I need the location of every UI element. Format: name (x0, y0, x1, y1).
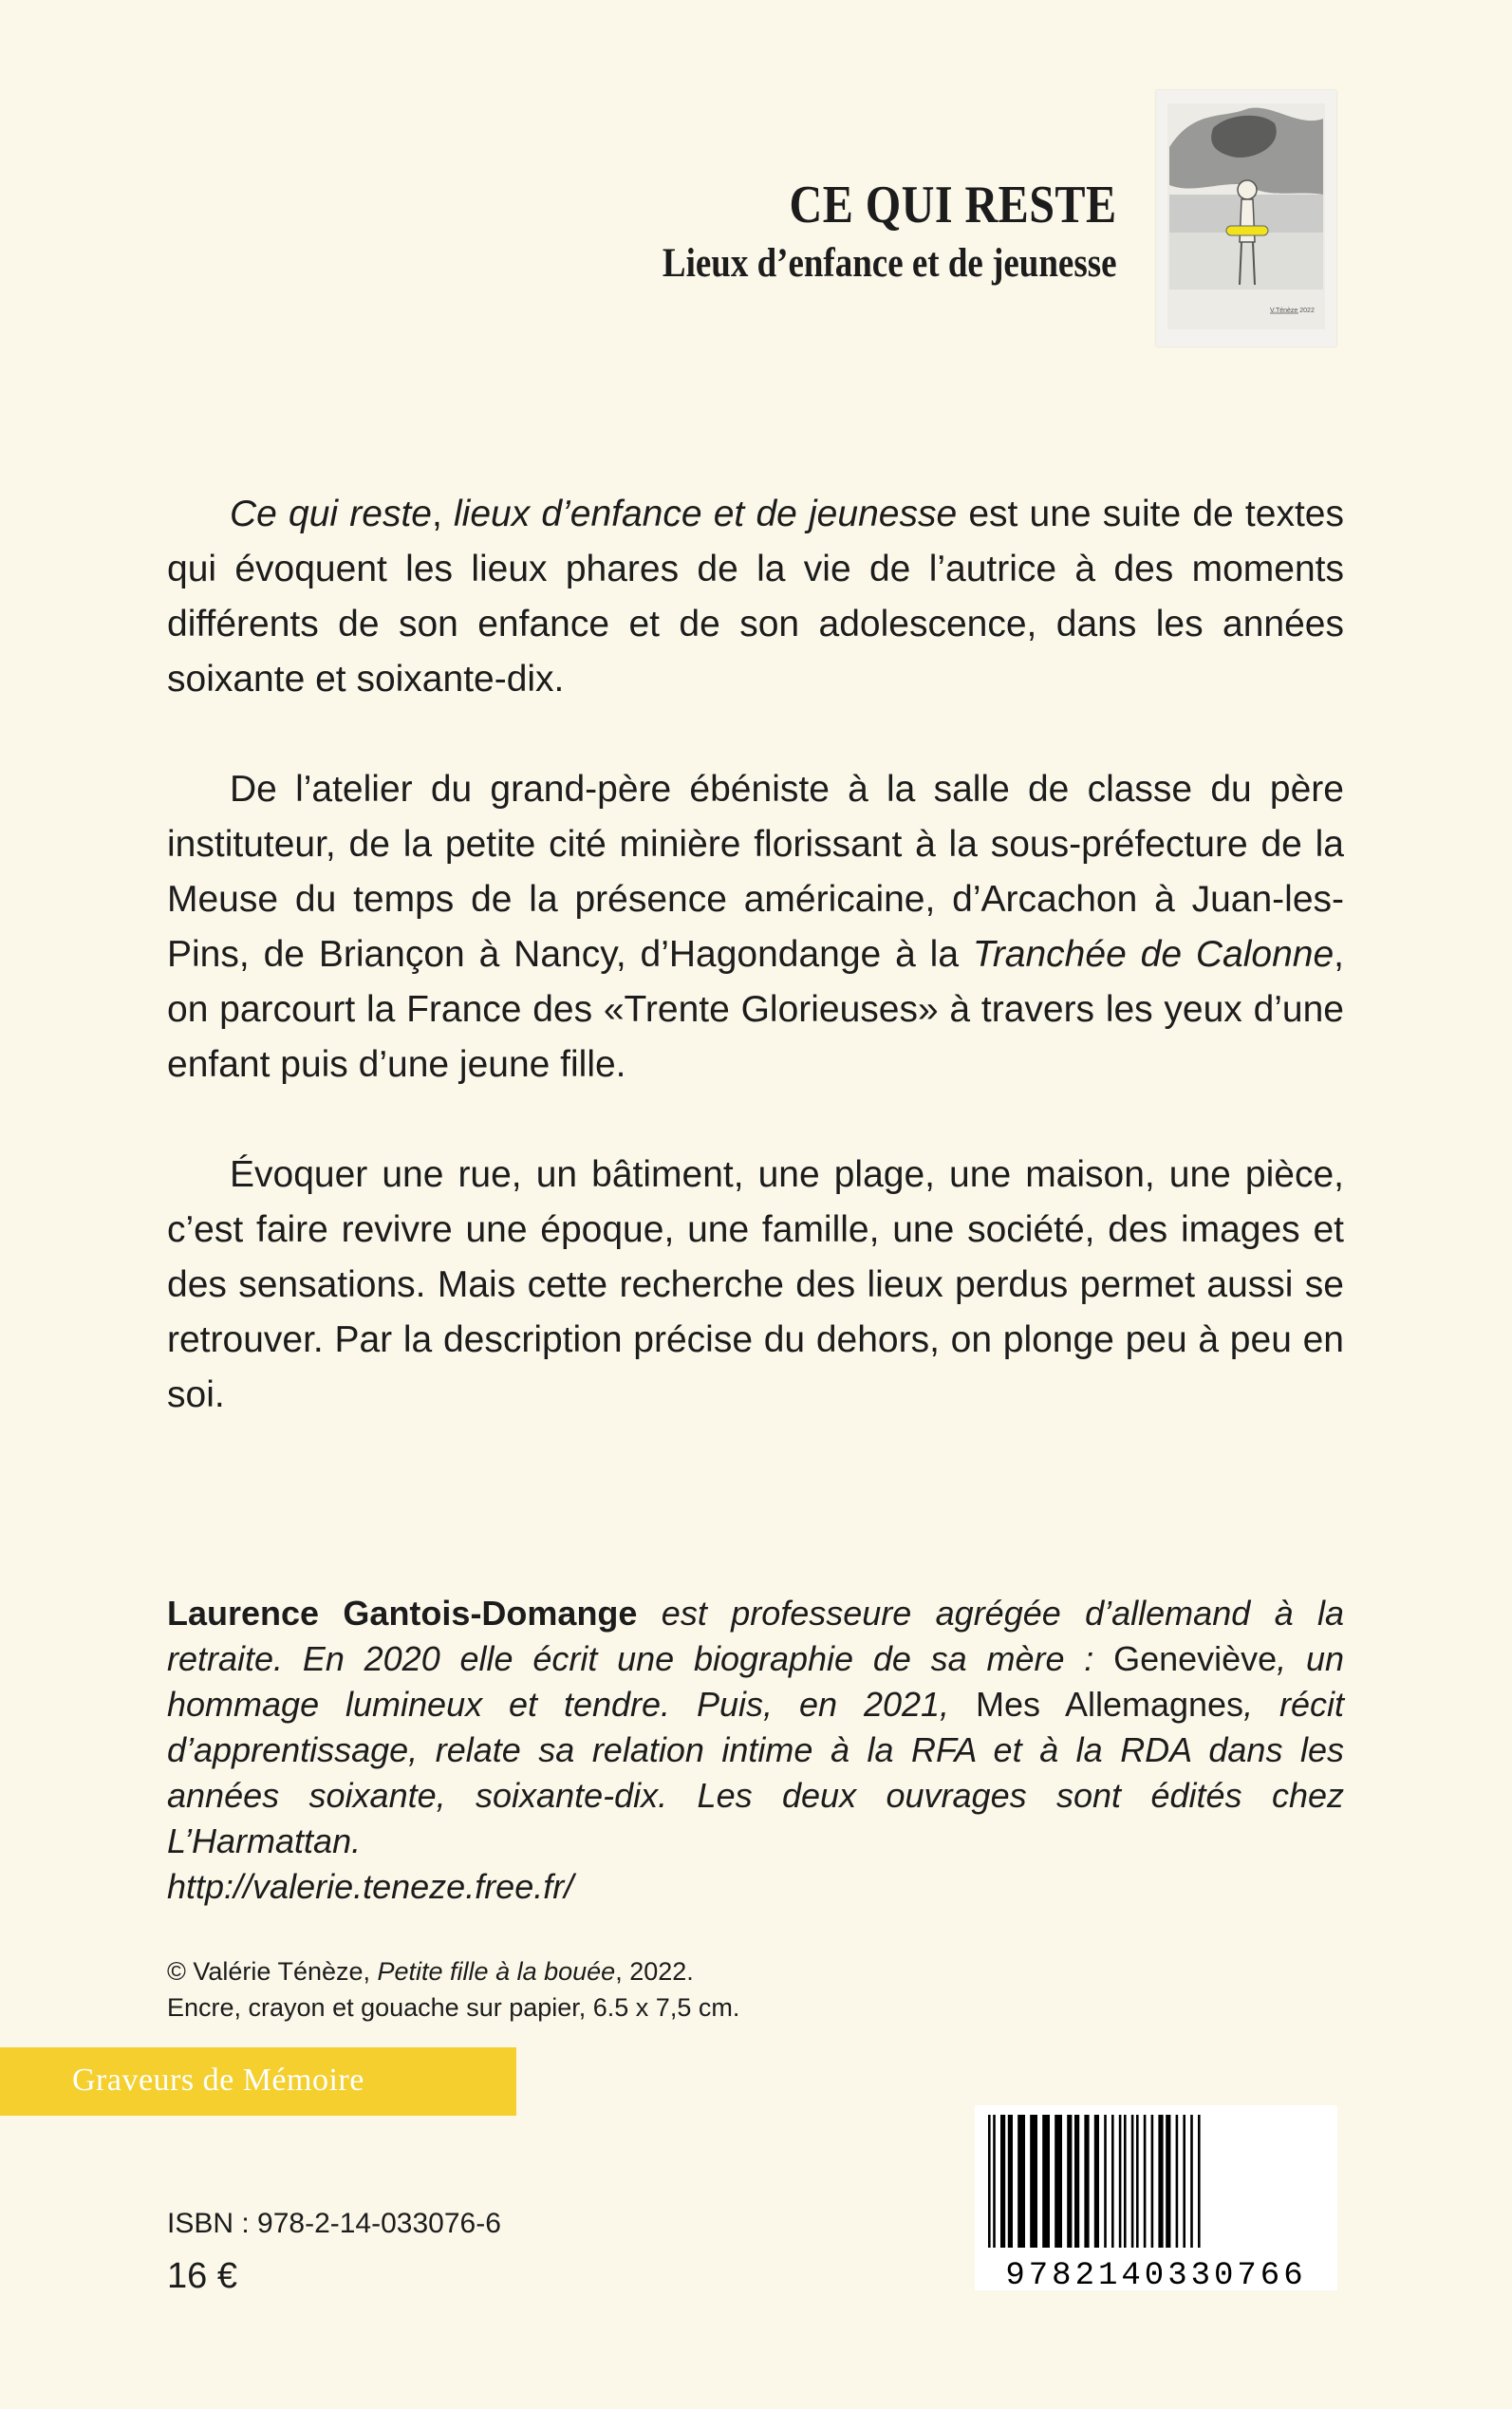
collection-band (0, 2047, 516, 2116)
barcode-bar (1042, 2115, 1050, 2248)
barcode-bar (1084, 2115, 1089, 2248)
author-url[interactable]: http://valerie.teneze.free.fr/ (167, 1867, 574, 1906)
collection-label: Graveurs de Mémoire (72, 2063, 364, 2098)
barcode-bar (988, 2115, 991, 2248)
blurb-paragraph-1: Ce qui reste, lieux d’enfance et de jeunesse est une suite de textes qui évoquent les lieux phares de la vie de l’autrice à des moments différents de son enfance et de son adolescence, dans les années soixante et soixante-dix. (167, 494, 1344, 700)
barcode-bar (1198, 2115, 1201, 2248)
author-name: Laurence Gantois-Domange (167, 1594, 638, 1633)
illustration-credit: © Valérie Ténèze, Petite fille à la bouée, 2022. Encre, crayon et gouache sur papier, 6.5 x 7,5 cm. (167, 1957, 740, 2022)
barcode-bar (1055, 2115, 1062, 2248)
back-cover-blurb (167, 487, 1344, 1423)
barcode-bar (1067, 2115, 1072, 2248)
blurb-paragraph-2: De l’atelier du grand-père ébéniste à la salle de classe du père instituteur, de la petite cité minière florissant à la sous-préfecture de la Meuse du temps de la présence américaine, d’Arcachon à Juan-les-Pins, de Briançon à Nancy, d’Hagondange à la Tranchée de Calonne, on parcourt la France des «Trente Glorieuses» à travers les yeux d’une enfant puis d’une jeune fille. (167, 769, 1344, 1085)
barcode-bar (1074, 2115, 1079, 2248)
book-genevieve: Geneviève (1113, 1639, 1278, 1678)
barcode-graphic (975, 2105, 1337, 2290)
barcode-bars (988, 2115, 1201, 2248)
author-bio: Laurence Gantois-Domange est professeure agrégée d’allemand à la retraite. En 2020 elle écrit une biographie de sa mère : Geneviève, un hommage lumineux et tendre. Puis, en 2021, Mes Allemagnes, récit d’apprentissage, relate sa relation intime à la RFA et à la RDA dans les années soixante, soixante-dix. Les deux ouvrages sont édités chez L’Harmattan. http://valerie.teneze.free.fr/ (167, 1594, 1345, 1906)
blurb-paragraph-3: Évoquer une rue, un bâtiment, une plage, une maison, une pièce, c’est faire revivre une époque, une famille, une société, des images et des sensations. Mais cette recherche des lieux perdus permet aussi se retrouver. Par la description précise du dehors, on plonge peu à peu en soi. (167, 1154, 1344, 1415)
book-mes-allemagnes: Mes Allemagnes (975, 1685, 1244, 1724)
barcode-bar (1119, 2115, 1122, 2248)
isbn: ISBN : 978-2-14-033076-6 (167, 2208, 501, 2239)
barcode-bar (1131, 2115, 1134, 2248)
barcode (975, 2105, 1337, 2290)
barcode-bar (1166, 2115, 1170, 2248)
barcode-bar (1158, 2115, 1163, 2248)
barcode-bar (1190, 2115, 1193, 2248)
girl-with-float-drawing (1156, 90, 1336, 346)
book-title: CE QUI RESTE (789, 176, 1117, 234)
barcode-bar (1017, 2115, 1025, 2248)
title-block (588, 176, 1117, 288)
barcode-digits: 9782140330766 (1005, 2258, 1307, 2290)
barcode-bar (1176, 2115, 1179, 2248)
barcode-bar (1136, 2115, 1139, 2248)
barcode-bar (993, 2115, 996, 2248)
barcode-bar (1104, 2115, 1107, 2248)
book-subtitle: Lieux d’enfance et de jeunesse (663, 241, 1117, 286)
barcode-bar (1144, 2115, 1147, 2248)
price: 16 € (167, 2256, 237, 2296)
art-signature: V.Ténèze 2022 (1270, 308, 1315, 314)
barcode-bar (1124, 2115, 1127, 2248)
book-title-italic: Ce qui reste (230, 494, 432, 534)
barcode-bar (1151, 2115, 1154, 2248)
barcode-bar (1183, 2115, 1185, 2248)
barcode-bar (1008, 2115, 1013, 2248)
barcode-bar (1030, 2115, 1037, 2248)
barcode-bar (1111, 2115, 1114, 2248)
cover-illustration (1156, 90, 1336, 346)
book-subtitle-italic: lieux d’enfance et de jeunesse (454, 494, 958, 534)
barcode-bar (1094, 2115, 1099, 2248)
barcode-bar (1000, 2115, 1005, 2248)
